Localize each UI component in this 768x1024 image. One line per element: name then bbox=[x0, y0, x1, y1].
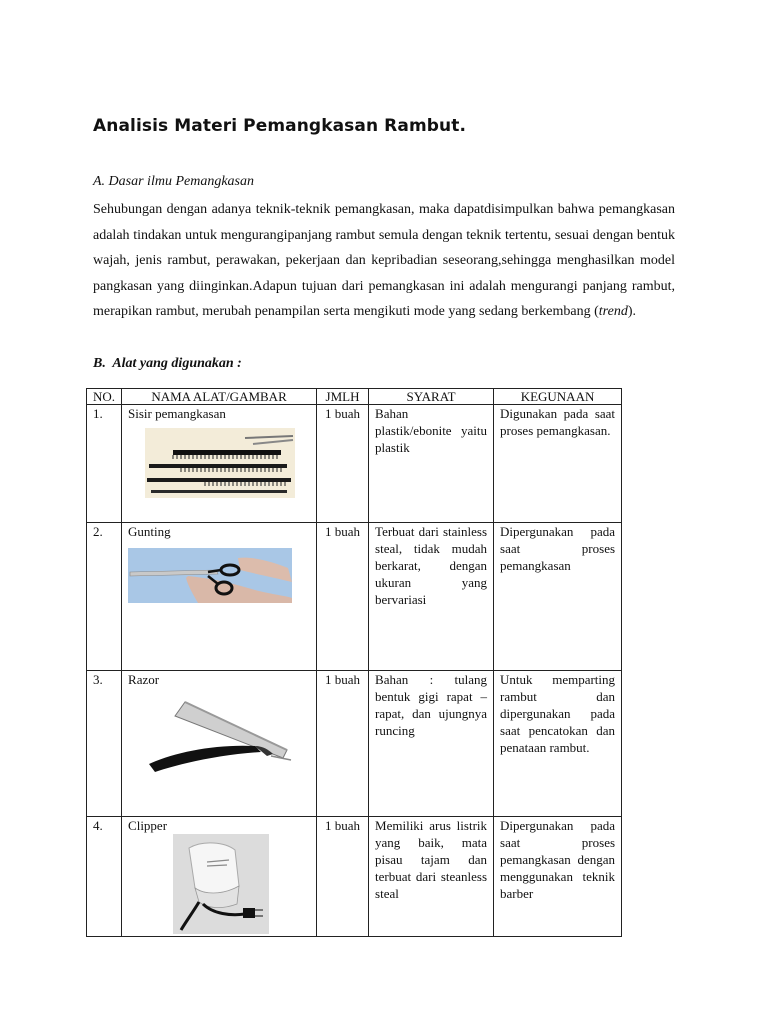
row-syarat: Terbuat dari stainless steal, tidak mudah berkarat, dengan ukuran yang bervariasi bbox=[369, 523, 494, 671]
paragraph-text: Sehubungan dengan adanya teknik-teknik pemangkasan, maka dapatdisimpulkan bahwa pemangkasan adalah tindakan untuk mengurangipanjang rambut semula dengan teknik tertentu, sesuai dengan bentuk wajah, jenis rambut, perawakan, pekerjaan dan kepribadian seseorang,sehingga menghasilkan model pangkasan yang diinginkan.Adapun tujuan dari pemangkasan ini adalah mengurangi panjang rambut, merapikan rambut, merubah penampilan serta mengikuti mode yang sedang berkembang ( bbox=[93, 202, 675, 319]
section-a-paragraph bbox=[93, 197, 675, 325]
table-row bbox=[87, 817, 622, 937]
table-row bbox=[87, 671, 622, 817]
paragraph-italic-term: trend bbox=[598, 304, 628, 319]
row-kegunaan: Dipergunakan pada saat proses pemangkasan bbox=[494, 523, 622, 671]
row-syarat: Bahan plastik/ebonite yaitu plastik bbox=[369, 405, 494, 523]
row-no: 3. bbox=[87, 671, 122, 817]
row-name: Razor bbox=[128, 672, 160, 687]
row-qty: 1 buah bbox=[317, 405, 369, 523]
tools-table bbox=[86, 388, 622, 937]
section-a-heading: A. Dasar ilmu Pemangkasan bbox=[93, 174, 254, 189]
clipper-photo bbox=[173, 834, 269, 934]
row-name: Gunting bbox=[128, 524, 171, 539]
table-header-row bbox=[87, 389, 622, 405]
row-name: Clipper bbox=[128, 818, 168, 833]
document-title: Analisis Materi Pemangkasan Rambut. bbox=[93, 116, 467, 136]
table-row bbox=[87, 405, 622, 523]
row-qty: 1 buah bbox=[317, 817, 369, 937]
scissors-photo bbox=[128, 548, 292, 603]
row-kegunaan: Untuk memparting rambut dan dipergunakan pada saat pencatokan dan penataan rambut. bbox=[494, 671, 622, 817]
header-qty: JMLH bbox=[317, 389, 369, 405]
row-name: Sisir pemangkasan bbox=[128, 406, 226, 421]
row-syarat: Bahan : tulang bentuk gigi rapat – rapat, dan ujungnya runcing bbox=[369, 671, 494, 817]
combs-photo bbox=[145, 428, 295, 498]
header-name: NAMA ALAT/GAMBAR bbox=[122, 389, 317, 405]
row-name-cell bbox=[122, 671, 317, 817]
row-syarat: Memiliki arus listrik yang baik, mata pisau tajam dan terbuat dari steanless steal bbox=[369, 817, 494, 937]
header-syarat: SYARAT bbox=[369, 389, 494, 405]
row-name-cell bbox=[122, 405, 317, 523]
header-kegunaan: KEGUNAAN bbox=[494, 389, 622, 405]
row-no: 1. bbox=[87, 405, 122, 523]
razor-photo bbox=[145, 694, 295, 776]
row-qty: 1 buah bbox=[317, 523, 369, 671]
row-name-cell bbox=[122, 523, 317, 671]
paragraph-end: ). bbox=[627, 304, 636, 319]
header-no: NO. bbox=[87, 389, 122, 405]
row-kegunaan: Digunakan pada saat proses pemangkasan. bbox=[494, 405, 622, 523]
row-name-cell bbox=[122, 817, 317, 937]
table-row bbox=[87, 523, 622, 671]
section-b-heading: B. Alat yang digunakan : bbox=[93, 356, 242, 371]
row-qty: 1 buah bbox=[317, 671, 369, 817]
row-no: 4. bbox=[87, 817, 122, 937]
row-kegunaan: Dipergunakan pada saat proses pemangkasan dengan menggunakan teknik barber bbox=[494, 817, 622, 937]
row-no: 2. bbox=[87, 523, 122, 671]
